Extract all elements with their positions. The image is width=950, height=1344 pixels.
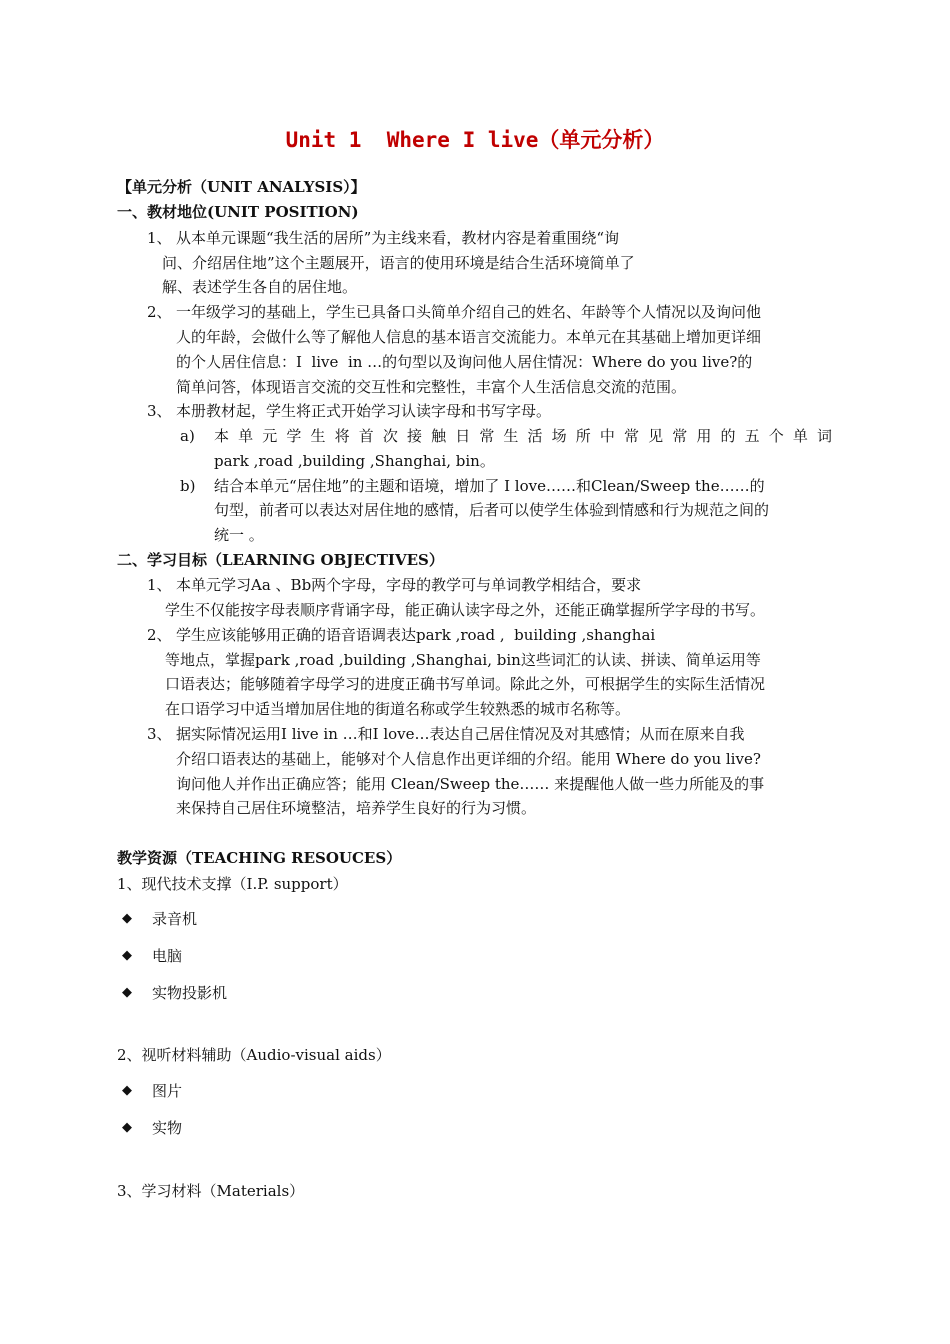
section2-item3-number: 3、 — [147, 725, 172, 743]
section1-item3b-line3: 统一 。 — [214, 526, 264, 544]
document-title: Unit 1 Where I live（单元分析） — [285, 128, 665, 152]
section2-item2-number: 2、 — [147, 626, 172, 644]
bullet-icon: ◆ — [122, 911, 132, 926]
section1-item2-line1: 一年级学习的基础上，学生已具备口头简单介绍自己的姓名、年龄等个人情况以及询问他 — [176, 303, 762, 321]
section2-item1-number: 1、 — [147, 576, 172, 594]
section1-item3a-line1: 本单元学生将首次接触日常生活场所中常见常用的五个单词 — [214, 427, 836, 445]
resources-group3-label: 3、学习材料（Materials） — [117, 1182, 305, 1200]
section1-item3b-line1: 结合本单元“居住地”的主题和语境，增加了 I love……和Clean/Sweep the……的 — [214, 477, 765, 495]
section2-heading: 二、学习目标（LEARNING OBJECTIVES） — [117, 551, 444, 569]
section2-item3-line1: 据实际情况运用I live in …和I love…表达自己居住情况及对其感情；从而在原来自我 — [176, 725, 745, 743]
section1-item2-number: 2、 — [147, 303, 172, 321]
resources-heading: 教学资源（TEACHING RESOUCES） — [117, 849, 402, 867]
section2-item3-line4: 来保持自己居住环境整洁，培养学生良好的行为习惯。 — [176, 799, 537, 817]
section2-item3-line2: 介绍口语表达的基础上，能够对个人信息作出更详细的介绍。能用 Where do you live? — [176, 750, 761, 768]
section1-item1-line2: 问、介绍居住地”这个主题展开，语言的使用环境是结合生活环境简单了 — [162, 254, 635, 272]
bullet-icon: ◆ — [122, 1083, 132, 1098]
section1-item3a-label: a) — [180, 427, 195, 445]
section2-item1-line2: 学生不仅能按字母表顺序背诵字母，能正确认读字母之外，还能正确掌握所学字母的书写。 — [165, 601, 766, 619]
section2-item2-line4: 在口语学习中适当增加居住地的街道名称或学生较熟悉的城市名称等。 — [165, 700, 631, 718]
section2-item2-line1: 学生应该能够用正确的语音语调表达park ,road , building ,shanghai — [176, 626, 656, 644]
section1-item2-line4: 简单问答，体现语言交流的交互性和完整性，丰富个人生活信息交流的范围。 — [176, 378, 687, 396]
bullet-icon: ◆ — [122, 1120, 132, 1135]
resource-item-objects: 实物 — [152, 1119, 183, 1137]
section1-item3b-label: b) — [180, 477, 196, 495]
resources-group2-label: 2、视听材料辅助（Audio-visual aids） — [117, 1046, 391, 1064]
section2-item2-line3: 口语表达；能够随着字母学习的进度正确书写单词。除此之外，可根据学生的实际生活情况 — [165, 675, 766, 693]
bullet-icon: ◆ — [122, 948, 132, 963]
resources-group1-label: 1、现代技术支撑（I.P. support） — [117, 875, 348, 893]
resource-item-recorder: 录音机 — [152, 910, 198, 928]
resource-item-pictures: 图片 — [152, 1082, 183, 1100]
section1-item2-line3: 的个人居住信息：I live in …的句型以及询问他人居住情况：Where do you live?的 — [176, 353, 753, 371]
bullet-icon: ◆ — [122, 985, 132, 1000]
section2-item3-line3: 询问他人并作出正确应答；能用 Clean/Sweep the…… 来提醒他人做一些力所能及的事 — [176, 775, 765, 793]
section1-item1-line3: 解、表述学生各自的居住地。 — [162, 278, 358, 296]
section1-heading: 一、教材地位(UNIT POSITION) — [117, 203, 359, 221]
section2-item1-line1: 本单元学习Aa 、Bb两个字母，字母的教学可与单词教学相结合，要求 — [176, 576, 642, 594]
section1-item3-line1: 本册教材起，学生将正式开始学习认读字母和书写字母。 — [176, 402, 552, 420]
section1-item3b-line2: 句型，前者可以表达对居住地的感情，后者可以使学生体验到情感和行为规范之间的 — [214, 501, 770, 519]
section1-item1-number: 1、 — [147, 229, 172, 247]
section1-item3a-line2: park ,road ,building ,Shanghai, bin。 — [214, 452, 495, 470]
section1-item1-line1: 从本单元课题“我生活的居所”为主线来看，教材内容是着重围绕“询 — [176, 229, 620, 247]
analysis-heading: 【单元分析（UNIT ANALYSIS）】 — [117, 178, 366, 196]
section1-item3-number: 3、 — [147, 402, 172, 420]
resource-item-projector: 实物投影机 — [152, 984, 228, 1002]
resource-item-computer: 电脑 — [152, 947, 183, 965]
section2-item2-line2: 等地点，掌握park ,road ,building ,Shanghai, bin这些词汇的认读、拼读、简单运用等 — [165, 651, 761, 669]
section1-item2-line2: 人的年龄，会做什么等了解他人信息的基本语言交流能力。本单元在其基础上增加更详细 — [176, 328, 762, 346]
